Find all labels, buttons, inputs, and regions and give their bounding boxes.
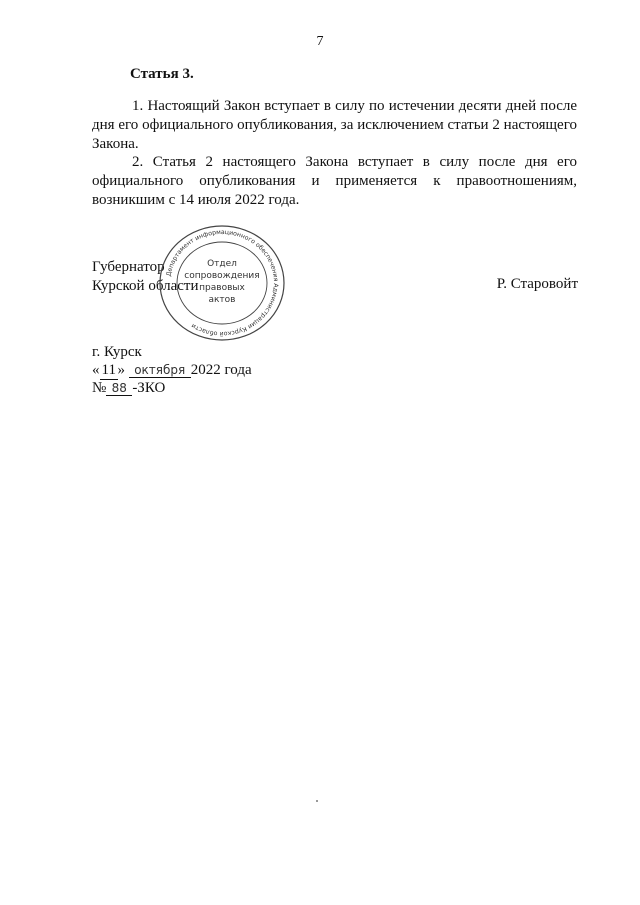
number-value: 88 bbox=[106, 381, 132, 396]
stamp-inner-line-4: актов bbox=[208, 295, 236, 305]
city: г. Курск bbox=[92, 344, 142, 360]
stamp-inner-line-2: сопровождения bbox=[184, 271, 260, 281]
stamp-inner-line-1: Отдел bbox=[207, 259, 237, 269]
official-stamp bbox=[158, 224, 286, 342]
page-number: 7 bbox=[316, 34, 324, 49]
date-day: 11 bbox=[101, 362, 116, 378]
date-line bbox=[92, 362, 252, 380]
date-month: октября bbox=[129, 363, 191, 378]
number-suffix: -ЗКО bbox=[132, 380, 166, 396]
stamp-outer-text: Департамент информационного обеспечения Администрации Курской области bbox=[165, 228, 280, 338]
document-number bbox=[92, 380, 165, 397]
signatory-title-line-1: Губернатор bbox=[92, 259, 165, 275]
number-prefix: № bbox=[92, 380, 107, 396]
article-paragraph-1: 1. Настоящий Закон вступает в силу по истечении десяти дней после дня его официального опубликования, за исключением статьи 2 настоящего Закона. bbox=[92, 98, 577, 152]
stamp-inner-line-3: правовых bbox=[199, 283, 245, 293]
article-heading: Статья 3. bbox=[130, 66, 194, 82]
date-year: 2022 года bbox=[190, 362, 252, 378]
signatory-name: Р. Старовойт bbox=[496, 276, 578, 292]
article-paragraph-2: 2. Статья 2 настоящего Закона вступает в силу после дня его официального опубликования и применяется к правоотношениям, возникшим с 14 июля 2022 года. bbox=[92, 154, 577, 208]
signatory-title-line-2: Курской области bbox=[92, 278, 199, 294]
scan-speck bbox=[316, 800, 318, 802]
date-open-quote: « bbox=[92, 362, 100, 378]
date-close-quote: » bbox=[117, 362, 125, 378]
